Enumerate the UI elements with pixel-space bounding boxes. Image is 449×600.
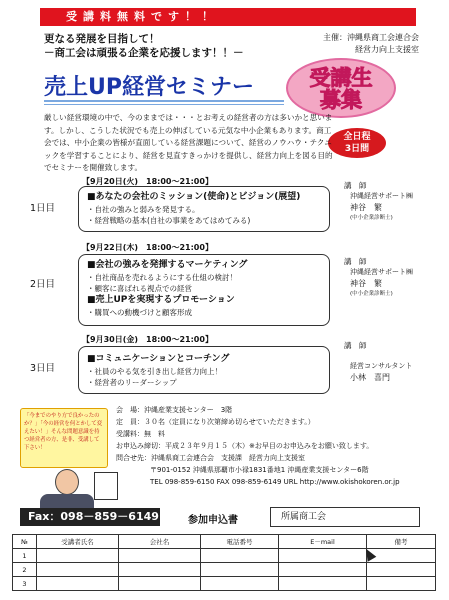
day-3-teacher-head: 講 師 xyxy=(344,341,367,350)
schedule-badge xyxy=(328,128,386,158)
day-1-topic-1-sub-1: ・自社の強みと弱みを発見する。 xyxy=(87,205,200,214)
day-2-teacher-note: (中小企業診断士) xyxy=(350,291,393,297)
email-cell[interactable] xyxy=(279,563,367,577)
free-tuition-banner: 受講料無料です！！ xyxy=(40,8,416,26)
organizer-line-1: 主催：沖縄県商工会連合会 xyxy=(323,33,419,42)
day-3-label: 3日目 xyxy=(30,363,56,374)
phone-cell[interactable] xyxy=(201,549,279,563)
day-2-topic-2-sub-1: ・購買への動機づけと顧客形成 xyxy=(87,308,192,317)
day-1-date: 【9月20日(火) 18:00～21:00】 xyxy=(82,177,213,186)
row-number: 3 xyxy=(13,577,37,591)
page-title: 売上UP経営セミナー xyxy=(44,75,254,100)
row-number: 1 xyxy=(13,549,37,563)
company-cell[interactable] xyxy=(119,577,201,591)
name-cell[interactable] xyxy=(37,549,119,563)
table-row xyxy=(13,563,436,577)
pointing-sign-illustration xyxy=(94,472,118,500)
table-header-row xyxy=(13,535,436,549)
notes-cell[interactable] xyxy=(367,549,436,563)
day-1-teacher-name: 神谷 繁 xyxy=(350,203,382,212)
notes-cell[interactable] xyxy=(367,577,436,591)
slogan-line-2: －商工会は頑張る企業を応援します！！－ xyxy=(44,47,244,59)
phone-cell[interactable] xyxy=(201,577,279,591)
capacity-text: 定 員：３０名（定員になり次第締め切らせていただきます。） xyxy=(116,418,315,426)
day-2-topic-2: ■売上UPを実現するプロモーション xyxy=(87,295,235,305)
fax-number: Fax：098－859－6149 xyxy=(20,508,160,526)
organizer xyxy=(323,32,419,56)
name-cell[interactable] xyxy=(37,577,119,591)
day-3-date: 【9月30日(金) 18:00～21:00】 xyxy=(82,335,213,344)
email-cell[interactable] xyxy=(279,577,367,591)
day-3-box xyxy=(78,346,330,394)
organizer-line-2: 経営力向上支援室 xyxy=(355,45,419,54)
day-1-teacher-head: 講 師 xyxy=(344,181,367,190)
notes-cell[interactable] xyxy=(367,563,436,577)
day-3-topic-1: ■コミュニケーションとコーチング xyxy=(87,354,230,364)
column-header-email: E－mail xyxy=(279,535,367,549)
table-row xyxy=(13,577,436,591)
day-3-topic-1-sub-2: ・経営者のリーダーシップ xyxy=(87,378,177,387)
day-2-teacher-head: 講 師 xyxy=(344,257,367,266)
slogan-line-1: 更なる発展を目指して！ xyxy=(44,33,160,45)
day-2-teacher xyxy=(344,256,413,300)
badge-line-2: 3日間 xyxy=(344,144,370,154)
title-underline-thin xyxy=(44,104,284,105)
day-2-topic-1-sub-1: ・自社商品を売れるようにする仕組の検討！ xyxy=(87,273,237,282)
fee-text: 受講料：無 料 xyxy=(116,430,165,438)
businessman-illustration-head xyxy=(55,469,79,495)
column-header-no: № xyxy=(13,535,37,549)
row-number: 2 xyxy=(13,563,37,577)
badge-line-1: 全日程 xyxy=(343,132,371,142)
company-cell[interactable] xyxy=(119,563,201,577)
slogan xyxy=(44,32,244,60)
speech-bubble: 「今までのやり方で良かったのか？」「今の経営を何とかして変えたい！」そんな問題意識を持つ経営者の方、是非、受講して下さい！ xyxy=(20,408,108,468)
day-1-box xyxy=(78,186,330,232)
event-info xyxy=(116,404,436,488)
venue-text: 会 場：沖縄産業支援センター 3階 xyxy=(116,406,233,414)
day-1-label: 1日目 xyxy=(30,203,56,214)
recruiting-badge xyxy=(286,58,396,118)
day-2-label: 2日目 xyxy=(30,279,56,290)
column-header-company: 会社名 xyxy=(119,535,201,549)
day-3-teacher-name: 小林 喜門 xyxy=(350,373,390,382)
day-3-teacher-org: 経営コンサルタント xyxy=(350,362,413,370)
day-1-teacher-org: 沖縄経営サポート㈱ xyxy=(350,192,413,200)
application-table xyxy=(12,534,436,591)
day-1-topic-1: ■あなたの会社のミッション(使命)とビジョン(展望) xyxy=(87,192,301,202)
day-2-date: 【9月22日(木) 18:00～21:00】 xyxy=(82,243,213,252)
day-2-topic-1-sub-2: ・顧客に喜ばれる視点での経営 xyxy=(87,284,192,293)
title-underline xyxy=(44,100,284,102)
day-2-topic-1: ■会社の強みを発揮するマーケティング xyxy=(87,260,248,270)
day-2-box xyxy=(78,254,330,326)
day-3-teacher xyxy=(344,340,412,384)
tel-fax-url-text: TEL 098-859-6150 FAX 098-859-6149 URL http://www.okishokoren.or.jp xyxy=(150,478,400,486)
recruit-line-2: 募集 xyxy=(320,87,362,112)
email-cell[interactable] xyxy=(279,549,367,563)
recruit-line-1: 受講生 xyxy=(309,65,373,90)
column-header-name: 受講者氏名 xyxy=(37,535,119,549)
day-1-topic-1-sub-2: ・経営戦略の基本(自社の事業をあてはめてみる) xyxy=(87,216,251,225)
day-1-teacher xyxy=(344,180,413,224)
column-header-notes: 備考 xyxy=(367,535,436,549)
company-cell[interactable] xyxy=(119,549,201,563)
day-2-teacher-org: 沖縄経営サポート㈱ xyxy=(350,268,413,276)
phone-cell[interactable] xyxy=(201,563,279,577)
intro-paragraph: 厳しい経営環境の中で、今のままでは・・・とお考えの経営者の方は多いかと思います。しかし、こうした状況でも売上の伸ばしている元気な中小企業もあります。商工会では、中小企業の皆様が直面している経営課題について、経営のノウハウ・テクニックを学習することにより、経営を見直すきっかけを提供し、経営力向上を図る目的でセミナーを開催致します。 xyxy=(44,113,333,173)
name-cell[interactable] xyxy=(37,563,119,577)
day-2-teacher-name: 神谷 繁 xyxy=(350,279,382,288)
column-header-phone: 電話番号 xyxy=(201,535,279,549)
address-text: 〒901-0152 沖縄県那覇市小禄1831番地1 沖縄産業支援センター6階 xyxy=(150,466,369,474)
affiliated-chamber-field[interactable]: 所属商工会 xyxy=(270,507,420,527)
deadline-text: お申込み締切：平成２３年９月１５（木）※お早目のお申込みをお願い致します。 xyxy=(116,442,374,450)
contact-text: 問合せ先：沖縄県商工会連合会 支援課 経営力向上支援室 xyxy=(116,454,305,462)
day-1-teacher-note: (中小企業診断士) xyxy=(350,215,393,221)
day-3-topic-1-sub-1: ・社員のやる気を引き出し経営力向上！ xyxy=(87,367,222,376)
application-form-label: 参加申込書 xyxy=(188,515,238,526)
